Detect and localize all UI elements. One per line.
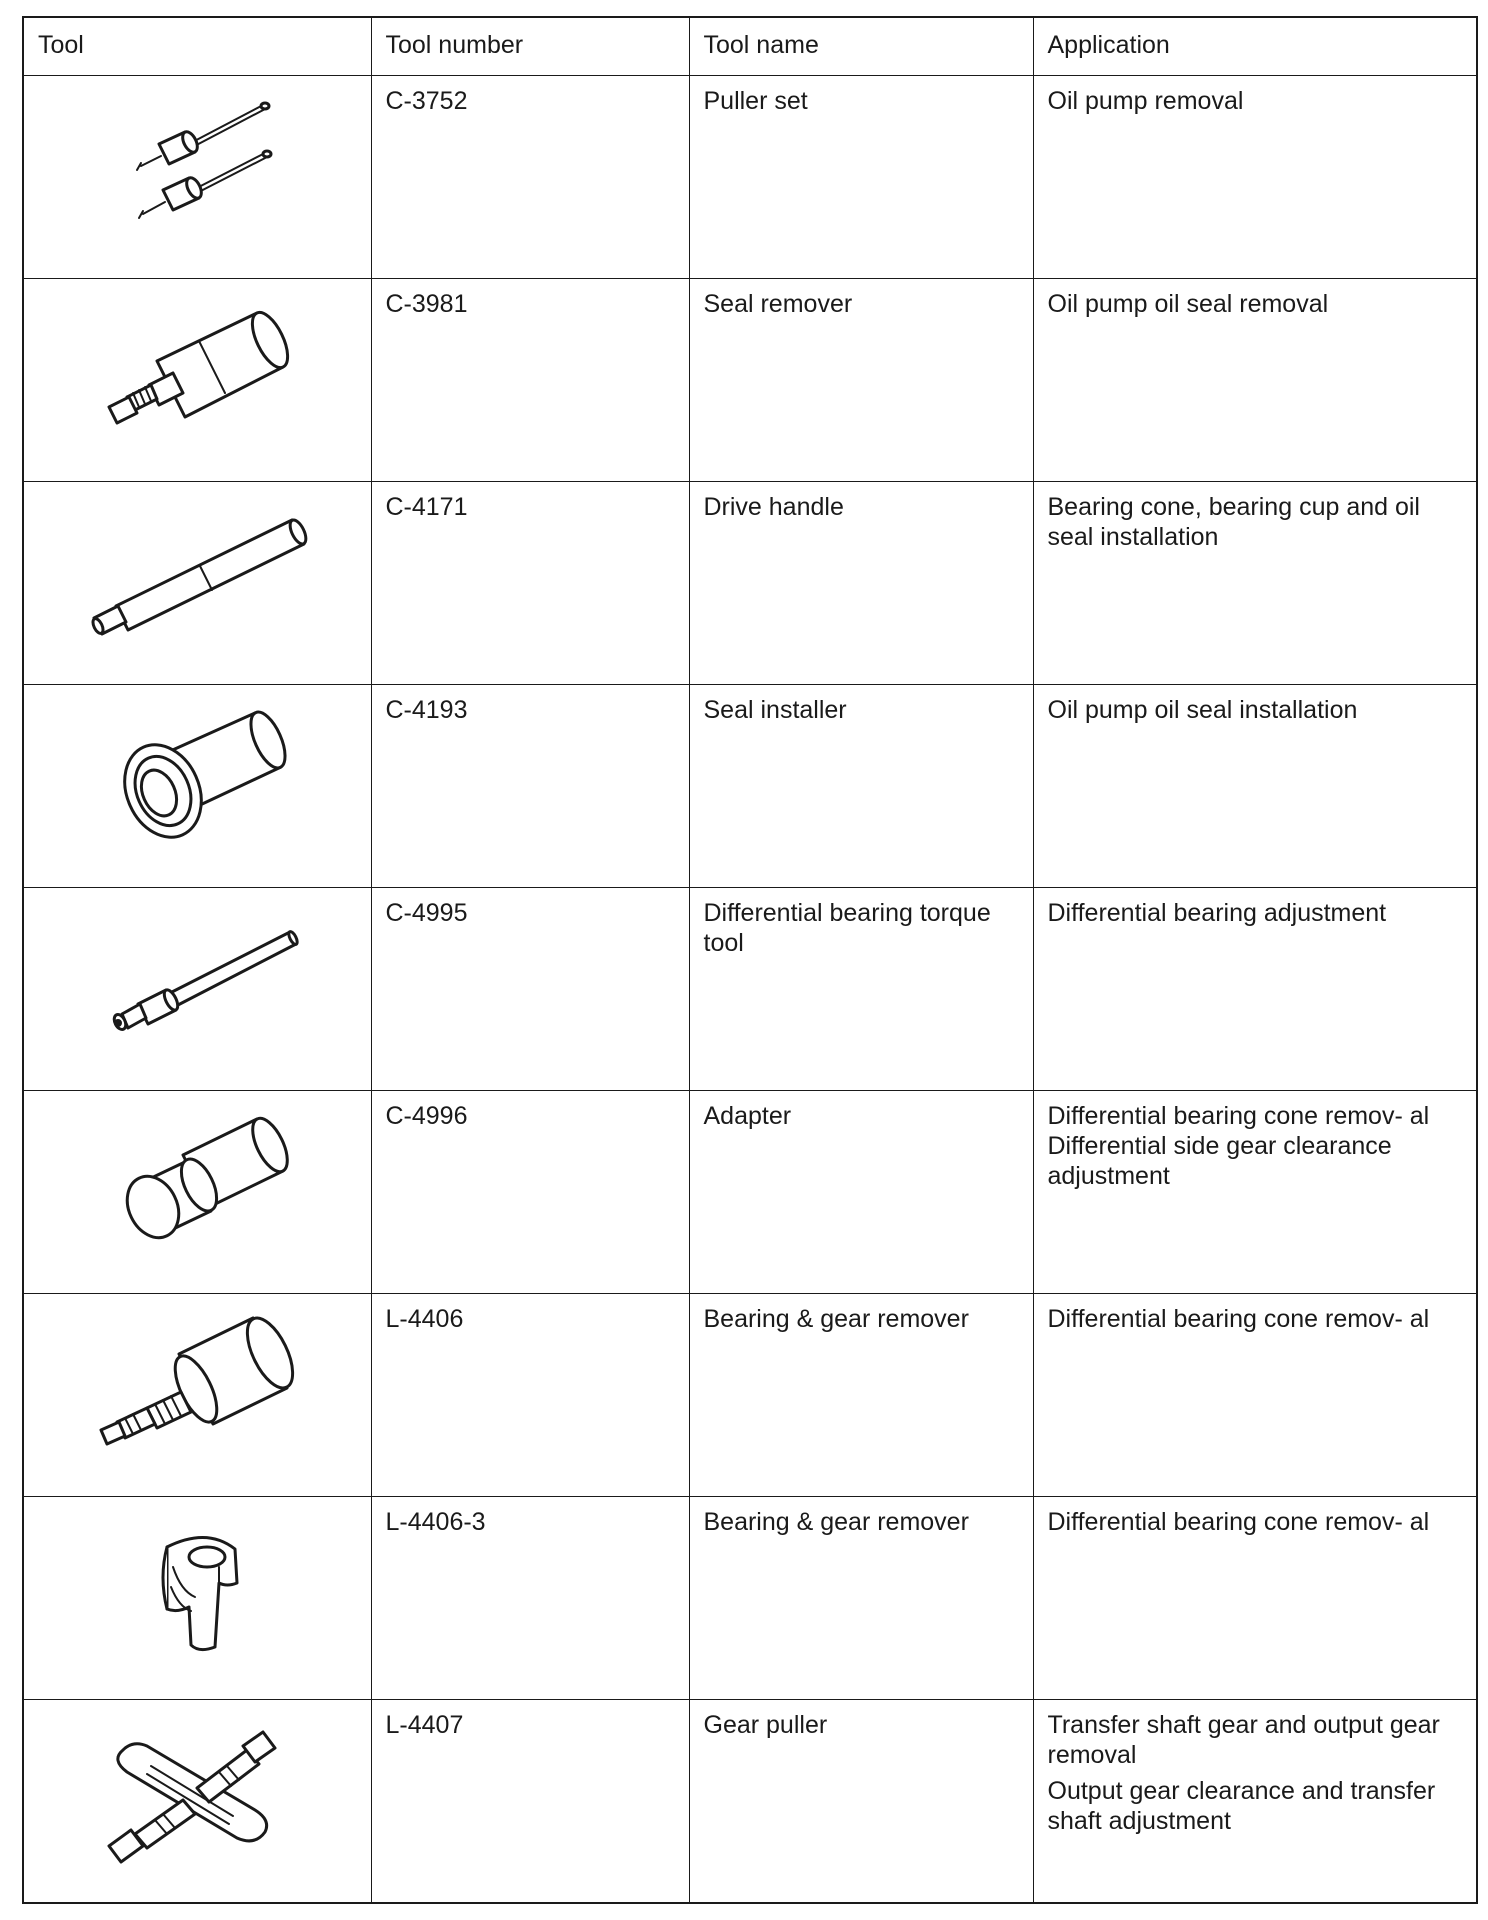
tool-number-cell: C-4171: [371, 481, 689, 684]
application-cell: [1033, 278, 1477, 481]
tool-illustration-cell: [23, 684, 371, 887]
tool-name-cell: Seal remover: [689, 278, 1033, 481]
tool-number-cell: L-4406-3: [371, 1497, 689, 1700]
table-row: [23, 1294, 1477, 1497]
tool-name-cell: Differential bearing torque tool: [689, 887, 1033, 1090]
application-cell: [1033, 75, 1477, 278]
application-text: Output gear clearance and transfer shaft adjustment: [1047, 1777, 1436, 1836]
application-cell: [1033, 481, 1477, 684]
application-text: Differential bearing cone remov- al: [1047, 1305, 1430, 1334]
adapter-icon: [87, 1101, 307, 1261]
application-text: Differential side gear clearance adjustment: [1047, 1132, 1392, 1191]
table-row: [23, 1091, 1477, 1294]
special-tools-sheet: [22, 16, 1476, 1904]
application-text: Differential bearing cone remov- al: [1047, 1102, 1430, 1131]
table-header-row: [23, 17, 1477, 75]
tool-number-cell: L-4407: [371, 1700, 689, 1903]
tool-number-cell: C-4996: [371, 1091, 689, 1294]
gear-puller-icon: [87, 1710, 307, 1870]
bearing-gear-remover-icon: [87, 1304, 307, 1464]
special-tools-table: [22, 16, 1478, 1904]
tool-number-cell: C-4193: [371, 684, 689, 887]
tool-illustration-cell: [23, 887, 371, 1090]
table-row: [23, 481, 1477, 684]
seal-installer-icon: [87, 695, 307, 855]
tool-name-cell: Puller set: [689, 75, 1033, 278]
application-text: Transfer shaft gear and output gear removal: [1047, 1711, 1440, 1770]
tool-number-cell: C-3752: [371, 75, 689, 278]
tool-name-cell: Bearing & gear remover: [689, 1294, 1033, 1497]
remover-insert-icon: [107, 1507, 287, 1667]
application-cell: [1033, 887, 1477, 1090]
puller-set-icon: [97, 86, 297, 246]
application-text: Bearing cone, bearing cup and oil seal installation: [1047, 492, 1420, 551]
application-cell: [1033, 1294, 1477, 1497]
tool-name-cell: Adapter: [689, 1091, 1033, 1294]
application-text: Differential bearing cone remov- al: [1047, 1508, 1430, 1537]
tool-name-cell: Gear puller: [689, 1700, 1033, 1903]
tool-illustration-cell: [23, 75, 371, 278]
tool-illustration-cell: [23, 1700, 371, 1903]
header-tool-name: Tool name: [689, 17, 1033, 75]
tool-number-cell: C-4995: [371, 887, 689, 1090]
header-tool-number: Tool number: [371, 17, 689, 75]
tool-illustration-cell: [23, 1091, 371, 1294]
application-cell: [1033, 1497, 1477, 1700]
torque-tool-icon: [82, 898, 312, 1058]
table-row: [23, 278, 1477, 481]
application-cell: [1033, 684, 1477, 887]
application-text: Oil pump oil seal removal: [1047, 289, 1329, 318]
tool-illustration-cell: [23, 1497, 371, 1700]
drive-handle-icon: [72, 492, 322, 652]
application-cell: [1033, 1700, 1477, 1903]
tool-illustration-cell: [23, 1294, 371, 1497]
table-row: [23, 887, 1477, 1090]
table-row: [23, 1497, 1477, 1700]
application-text: Differential bearing adjustment: [1047, 898, 1387, 927]
header-tool: Tool: [23, 17, 371, 75]
tool-name-cell: Bearing & gear remover: [689, 1497, 1033, 1700]
tool-number-cell: L-4406: [371, 1294, 689, 1497]
application-cell: [1033, 1091, 1477, 1294]
tool-illustration-cell: [23, 278, 371, 481]
application-text: Oil pump oil seal installation: [1047, 695, 1358, 724]
table-row: [23, 75, 1477, 278]
tool-name-cell: Seal installer: [689, 684, 1033, 887]
tool-illustration-cell: [23, 481, 371, 684]
application-text: Oil pump removal: [1047, 86, 1244, 115]
table-row: [23, 1700, 1477, 1903]
header-application: Application: [1033, 17, 1477, 75]
seal-remover-icon: [87, 289, 307, 449]
tool-number-cell: C-3981: [371, 278, 689, 481]
table-row: [23, 684, 1477, 887]
tool-name-cell: Drive handle: [689, 481, 1033, 684]
